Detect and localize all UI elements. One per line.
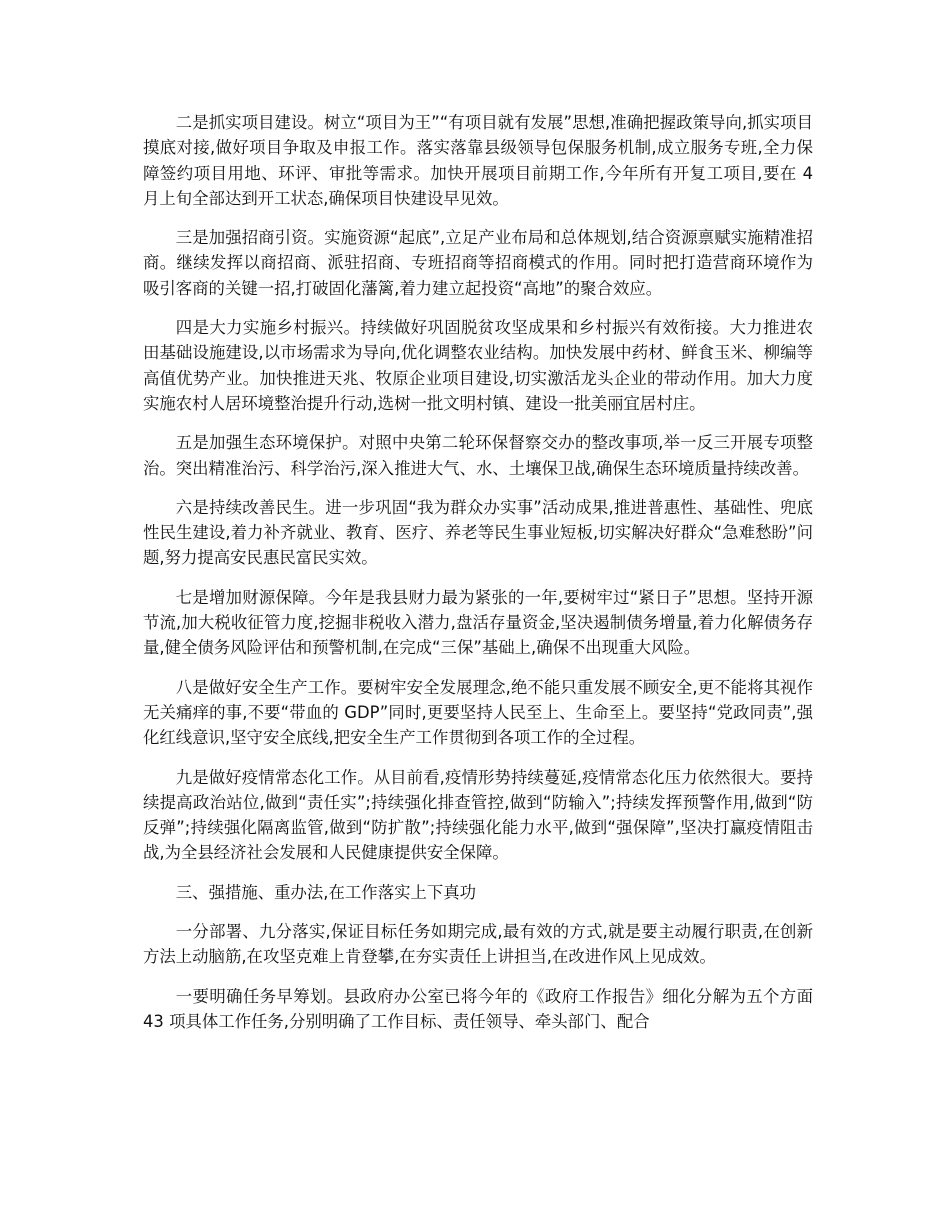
paragraph-ecological-protection: 五是加强生态环境保护。对照中央第二轮环保督察交办的整改事项,举一反三开展专项整治。突出精准治污、科学治污,深入推进大气、水、土壤保卫战,确保生态环境质量持续改善。 (143, 433, 813, 478)
paragraph-project-construction: 二是抓实项目建设。树立“项目为王”“有项目就有发展”思想,准确把握政策导向,抓实项目摸底对接,做好项目争取及申报工作。落实落靠县级领导包保服务机制,成立服务专班,全力保障签约项目用地、环评、审批等需求。加快开展项目前期工作,今年所有开复工项目,要在 4 月上旬全部达到开工状态,确保项目快建设早见效。 (143, 113, 813, 208)
document-body (143, 110, 813, 1048)
paragraph-epidemic-prevention: 九是做好疫情常态化工作。从目前看,疫情形势持续蔓延,疫情常态化压力依然很大。要持续提高政治站位,做到“责任实”;持续强化排查管控,做到“防输入”;持续发挥预警作用,做到“防反弹”;持续强化隔离监管,做到“防扩散”;持续强化能力水平,做到“强保障”,坚决打赢疫情阻击战,为全县经济社会发展和人民健康提供安全保障。 (143, 767, 813, 863)
paragraph-work-safety: 八是做好安全生产工作。要树牢安全发展理念,绝不能只重发展不顾安全,更不能将其视作无关痛痒的事,不要“带血的 GDP”同时,更要坚持人民至上、生命至上。要坚持“党政同责”,强化红线意识,坚守安全底线,把安全生产工作贯彻到各项工作的全过程。 (143, 677, 813, 748)
paragraph-investment-attraction: 三是加强招商引资。实施资源“起底”,立足产业布局和总体规划,结合资源禀赋实施精准招商。继续发挥以商招商、派驻招商、专班招商等招商模式的作用。同时把打造营商环境作为吸引客商的关键一招,打破固化藩篱,着力建立起投资“高地”的聚合效应。 (143, 228, 813, 298)
section-heading: 三、强措施、重办法,在工作落实上下真功 (175, 882, 477, 902)
paragraph-livelihood-improvement: 六是持续改善民生。进一步巩固“我为群众办实事”活动成果,推进普惠性、基础性、兜底性民生建设,着力补齐就业、教育、医疗、养老等民生事业短板,切实解决好群众“急难愁盼”问题,努力提高安民惠民富民实效。 (143, 497, 813, 568)
paragraph-rural-revitalization: 四是大力实施乡村振兴。持续做好巩固脱贫攻坚成果和乡村振兴有效衔接。大力推进农田基础设施建设,以市场需求为导向,优化调整农业结构。加快发展中药材、鲜食玉米、柳编等高值优势产业。加快推进天兆、牧原企业项目建设,切实激活龙头企业的带动作用。加大力度实施农村人居环境整治提升行动,选树一批文明村镇、建设一批美丽宜居村庄。 (143, 318, 813, 413)
paragraph-implementation-intro: 一分部署、九分落实,保证目标任务如期完成,最有效的方式,就是要主动履行职责,在创新方法上动脑筋,在攻坚克难上肯登攀,在夯实责任上讲担当,在改进作风上见成效。 (143, 922, 813, 967)
paragraph-task-planning: 一要明确任务早筹划。县政府办公室已将今年的《政府工作报告》细化分解为五个方面 43 项具体工作任务,分别明确了工作目标、责任领导、牵头部门、配合 (143, 986, 813, 1031)
paragraph-financial-security: 七是增加财源保障。今年是我县财力最为紧张的一年,要树牢过“紧日子”思想。坚持开源节流,加大税收征管力度,挖掘非税收入潜力,盘活存量资金,坚决遏制债务增量,着力化解债务存量,健全债务风险评估和预警机制,在完成“三保”基础上,确保不出现重大风险。 (143, 587, 813, 658)
